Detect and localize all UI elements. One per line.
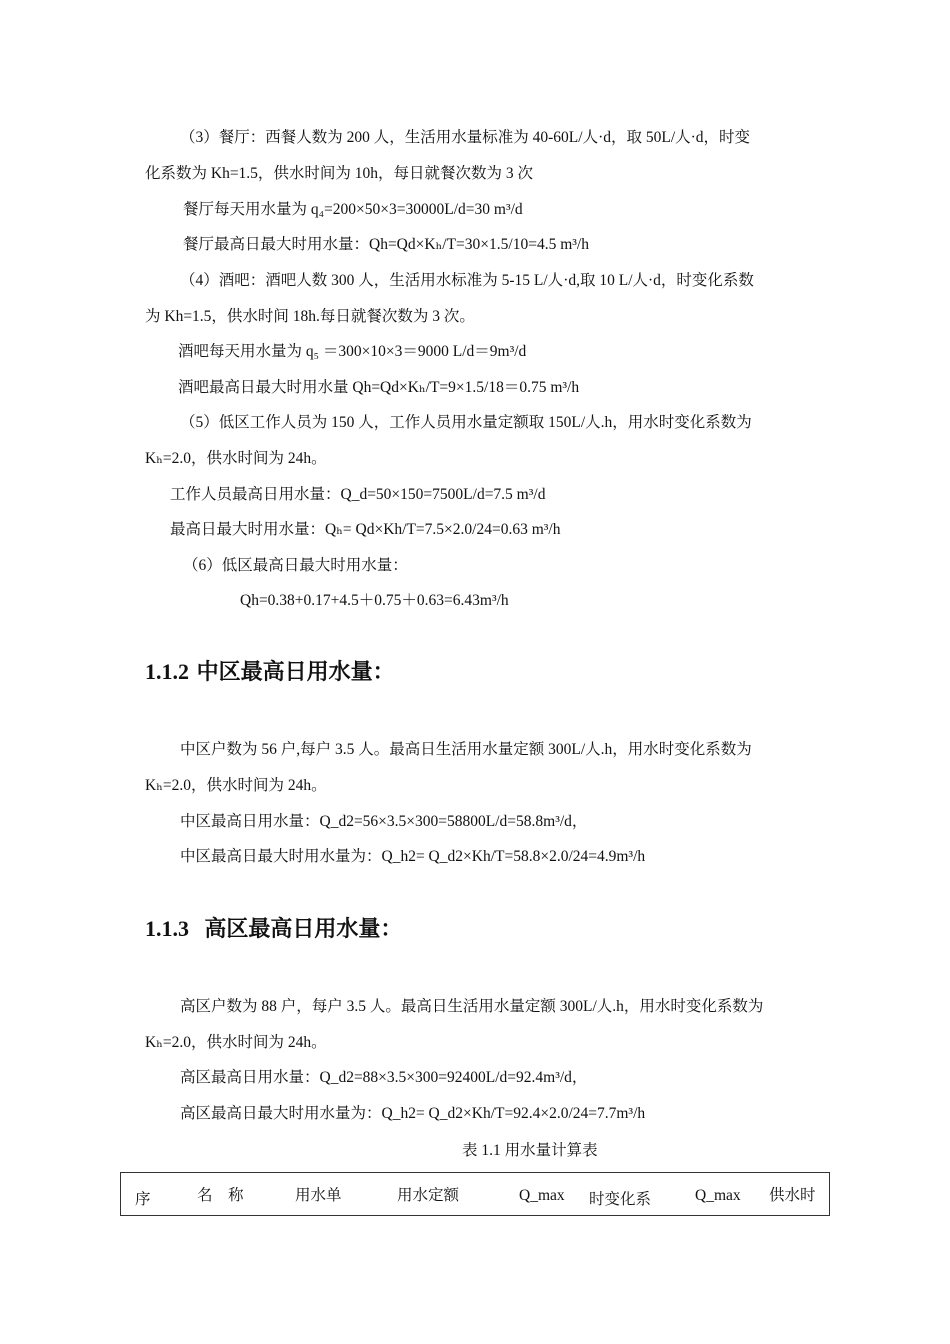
header-cell: 用水单: [295, 1187, 342, 1204]
header-cell: 序: [135, 1191, 151, 1208]
header-cell: 用水定额: [397, 1187, 460, 1204]
heading-1-1-2: 1.1.2 中区最高日用水量：: [145, 659, 395, 685]
header-cell: 供水时: [769, 1187, 816, 1204]
para-staff-2: Kₕ=2.0，供水时间为 24h。: [145, 450, 327, 467]
para-high-zone-1: 高区户数为 88 户，每户 3.5 人。最高日生活用水量定额 300L/人.h，用水时变化系数为: [180, 998, 764, 1015]
para-mid-zone-1: 中区户数为 56 户,每户 3.5 人。最高日生活用水量定额 300L/人.h，用水时变化系数为: [180, 741, 752, 758]
para-restaurant-2: 化系数为 Kh=1.5，供水时间为 10h，每日就餐次数为 3 次: [145, 165, 534, 182]
formula-mid-zone-daily: 中区最高日用水量：Q_d2=56×3.5×300=58800L/d=58.8m³/d，: [180, 813, 588, 830]
header-cell: 名 称: [197, 1187, 244, 1204]
formula-mid-zone-hourly: 中区最高日最大时用水量为：Q_h2= Q_d2×Kh/T=58.8×2.0/24=4.9m³/h: [180, 848, 646, 865]
para-low-zone-total: （6）低区最高日最大时用水量：: [183, 557, 408, 574]
para-staff-1: （5）低区工作人员为 150 人，工作人员用水量定额取 150L/人.h，用水时变化系数为: [180, 414, 752, 431]
formula-staff-hourly: 最高日最大时用水量：Qₕ= Qd×Kh/T=7.5×2.0/24=0.63 m³/h: [170, 521, 561, 538]
para-bar-1: （4）酒吧：酒吧人数 300 人，生活用水标准为 5-15 L/人·d,取 10 L/人·d，时变化系数: [180, 272, 754, 289]
header-cell: Q_max: [519, 1187, 565, 1204]
formula-restaurant-hourly: 餐厅最高日最大时用水量：Qh=Qd×Kₕ/T=30×1.5/10=4.5 m³/h: [183, 236, 589, 253]
formula-restaurant-daily: 餐厅每天用水量为 q₄=200×50×3=30000L/d=30 m³/d: [183, 201, 523, 218]
water-usage-table: [120, 1172, 830, 1216]
table-header-row: [121, 1173, 830, 1216]
formula-high-zone-hourly: 高区最高日最大时用水量为：Q_h2= Q_d2×Kh/T=92.4×2.0/24=7.7m³/h: [180, 1105, 646, 1122]
header-cell: Q_max: [695, 1187, 741, 1204]
header-cell: 时变化系: [589, 1191, 652, 1208]
formula-low-zone-total: Qh=0.38+0.17+4.5＋0.75＋0.63=6.43m³/h: [240, 592, 509, 609]
table-caption: 表 1.1 用水量计算表: [462, 1142, 598, 1159]
formula-high-zone-daily: 高区最高日用水量：Q_d2=88×3.5×300=92400L/d=92.4m³/d，: [180, 1069, 588, 1086]
para-restaurant-1: （3）餐厅：西餐人数为 200 人，生活用水量标准为 40-60L/人·d，取 50L/人·d，时变: [180, 129, 751, 146]
formula-bar-hourly: 酒吧最高日最大时用水量 Qh=Qd×Kₕ/T=9×1.5/18＝0.75 m³/h: [178, 379, 580, 396]
formula-bar-daily: 酒吧每天用水量为 q₅ ＝300×10×3＝9000 L/d＝9m³/d: [178, 343, 527, 360]
para-bar-2: 为 Kh=1.5，供水时间 18h.每日就餐次数为 3 次。: [145, 308, 475, 325]
para-mid-zone-2: Kₕ=2.0，供水时间为 24h。: [145, 777, 327, 794]
heading-1-1-3: 1.1.3 高区最高日用水量：: [145, 916, 403, 942]
para-high-zone-2: Kₕ=2.0，供水时间为 24h。: [145, 1034, 327, 1051]
formula-staff-daily: 工作人员最高日用水量：Q_d=50×150=7500L/d=7.5 m³/d: [170, 486, 546, 503]
